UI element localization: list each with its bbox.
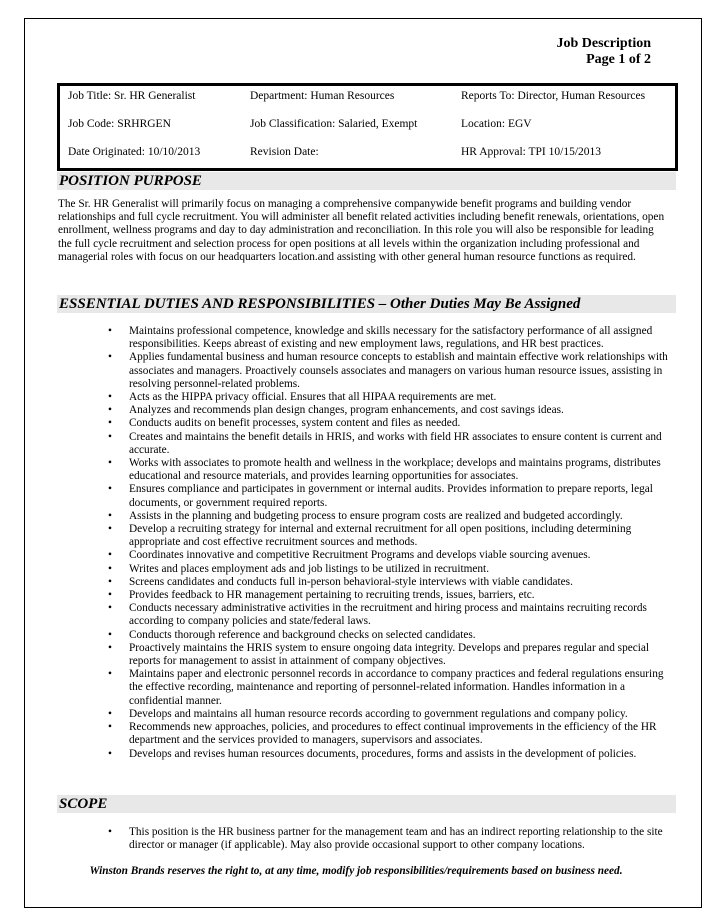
list-item-text: Develop a recruiting strategy for internal and external recruitment for all open positions, including determining appropriate and cost effective recruitment sources and methods. [129,523,632,549]
bullet-icon: • [108,641,112,654]
scope-list [25,826,677,852]
info-row [60,146,675,164]
list-item-text: Assists in the planning and budgeting process to ensure program costs are realized and budgeted accordingly. [129,509,623,522]
bullet-icon: • [108,391,112,404]
page-number: Page 1 of 2 [586,52,651,67]
list-item-text: Maintains paper and electronic personnel records in accordance to company practices and federal regulations ensuring the effective recording, maintenance and reporting of personnel-related information. Handles information in a confidential manner. [129,668,664,707]
bullet-icon: • [108,523,112,536]
list-item-text: Acts as the HIPPA privacy official. Ensures that all HIPAA requirements are met. [129,391,497,404]
list-item [25,483,677,509]
list-item-text: Coordinates innovative and competitive Recruitment Programs and develops viable sourcing avenues. [129,549,591,562]
list-item [25,589,677,602]
list-item-text: Recommends new approaches, policies, and procedures to effect continual improvements in the efficiency of the HR department and the services provided to managers, supervisors and associates. [129,721,657,747]
list-item-text: Conducts necessary administrative activities in the recruitment and hiring process and maintains recruiting records according to company policies and state/federal laws. [129,602,647,628]
list-item [25,417,677,430]
bullet-icon: • [108,589,112,602]
hr-approval: HR Approval: TPI 10/15/2013 [461,146,602,158]
page-border [24,18,702,908]
list-item [25,642,677,668]
date-originated: Date Originated: 10/10/2013 [68,146,201,158]
list-item-text: This position is the HR business partner for the management team and has an indirect reporting relationship to the site director or manager (if applicable). May also provide occasional support to other company locations. [129,826,663,852]
list-item-text: Conducts thorough reference and background checks on selected candidates. [129,628,476,641]
location: Location: EGV [461,118,532,130]
section-heading-duties: ESSENTIAL DUTIES AND RESPONSIBILITIES – Other Duties May Be Assigned [57,295,676,313]
info-row [60,118,675,136]
bullet-icon: • [108,351,112,364]
document-title: Job Description [556,36,651,51]
bullet-icon: • [108,668,112,681]
bullet-icon: • [108,483,112,496]
list-item [25,708,677,721]
bullet-icon: • [108,721,112,734]
bullet-icon: • [108,628,112,641]
bullet-icon: • [108,707,112,720]
list-item [25,549,677,562]
list-item-text: Proactively maintains the HRIS system to ensure ongoing data integrity. Develops and prepares regular and special reports for management to assist in attainment of company objectives. [129,641,650,668]
department: Department: Human Resources [250,90,395,102]
list-item [25,602,677,628]
list-item [25,391,677,404]
job-title: Job Title: Sr. HR Generalist [68,90,196,102]
list-item [25,576,677,589]
list-item-text: Develops and revises human resources documents, procedures, forms and assists in the development of policies. [129,747,637,760]
list-item [25,457,677,483]
list-item-text: Ensures compliance and participates in government or internal audits. Provides information to prepare reports, legal documents, or government required reports. [129,483,653,509]
bullet-icon: • [108,509,112,522]
bullet-icon: • [108,404,112,417]
job-info-box [57,83,678,171]
list-item [25,826,677,852]
job-code: Job Code: SRHRGEN [68,118,171,130]
list-item [25,629,677,642]
list-item-text: Creates and maintains the benefit details in HRIS, and works with field HR associates to ensure content is current and accurate. [129,430,662,456]
list-item-text: Applies fundamental business and human resource concepts to establish and maintain effective work relationships with associates and managers. Proactively counsels associates and managers on various human resource issues, assisting in resolving personnel-related problems. [129,351,668,390]
list-item [25,563,677,576]
list-item [25,668,677,708]
footer-note: Winston Brands reserves the right to, at any time, modify job responsibilities/requirements based on business need. [89,865,623,877]
bullet-icon: • [108,562,112,575]
bullet-icon: • [108,747,112,760]
list-item-text: Conducts audits on benefit processes, system content and files as needed. [129,417,461,430]
list-item [25,404,677,417]
list-item [25,431,677,457]
bullet-icon: • [108,430,112,443]
list-item-text: Writes and places employment ads and job listings to be utilized in recruitment. [129,562,490,575]
section-heading-purpose: POSITION PURPOSE [57,172,676,190]
bullet-icon: • [108,602,112,615]
bullet-icon: • [108,575,112,588]
list-item-text: Analyzes and recommends plan design changes, program enhancements, and cost savings ideas. [129,404,564,417]
list-item [25,523,677,549]
info-row [60,90,675,108]
revision-date: Revision Date: [250,146,319,158]
job-classification: Job Classification: Salaried, Exempt [250,118,418,130]
list-item [25,351,677,391]
list-item [25,325,677,351]
duties-list [25,325,677,761]
bullet-icon: • [108,325,112,337]
list-item-text: Maintains professional competence, knowledge and skills necessary for the satisfactory performance of all assigned responsibilities. Keeps abreast of existing and new employment laws, regulations, and HR best practices. [129,325,653,351]
bullet-icon: • [108,549,112,562]
list-item-text: Works with associates to promote health and wellness in the workplace; develops and maintains programs, distributes educational and resource materials, and provides learning opportunities for associates. [129,457,661,483]
bullet-icon: • [108,457,112,470]
document-header [557,36,652,68]
purpose-text: The Sr. HR Generalist will primarily focus on managing a comprehensive companywide benefit programs and building vendor relationships and full cycle recruitment. You will administer all benefit related activities including benefit renewals, orientations, open enrollment, wellness programs and day to day administration and reconciliation. In this role you will also be responsible for leading the full cycle recruitment and selection process for open positions at all levels within the organization including professional and managerial roles with focus on our headquarters location.and assisting with other general human resource functions as required. [58,198,665,263]
reports-to: Reports To: Director, Human Resources [461,90,646,102]
bullet-icon: • [108,417,112,430]
list-item-text: Provides feedback to HR management pertaining to recruiting trends, issues, barriers, etc. [129,589,535,602]
list-item [25,510,677,523]
bullet-icon: • [108,826,112,838]
list-item-text: Develops and maintains all human resource records according to government regulations and company policy. [129,707,628,720]
list-item [25,721,677,747]
list-item [25,748,677,761]
section-heading-scope: SCOPE [57,795,676,813]
list-item-text: Screens candidates and conducts full in-person behavioral-style interviews with viable candidates. [129,575,573,588]
